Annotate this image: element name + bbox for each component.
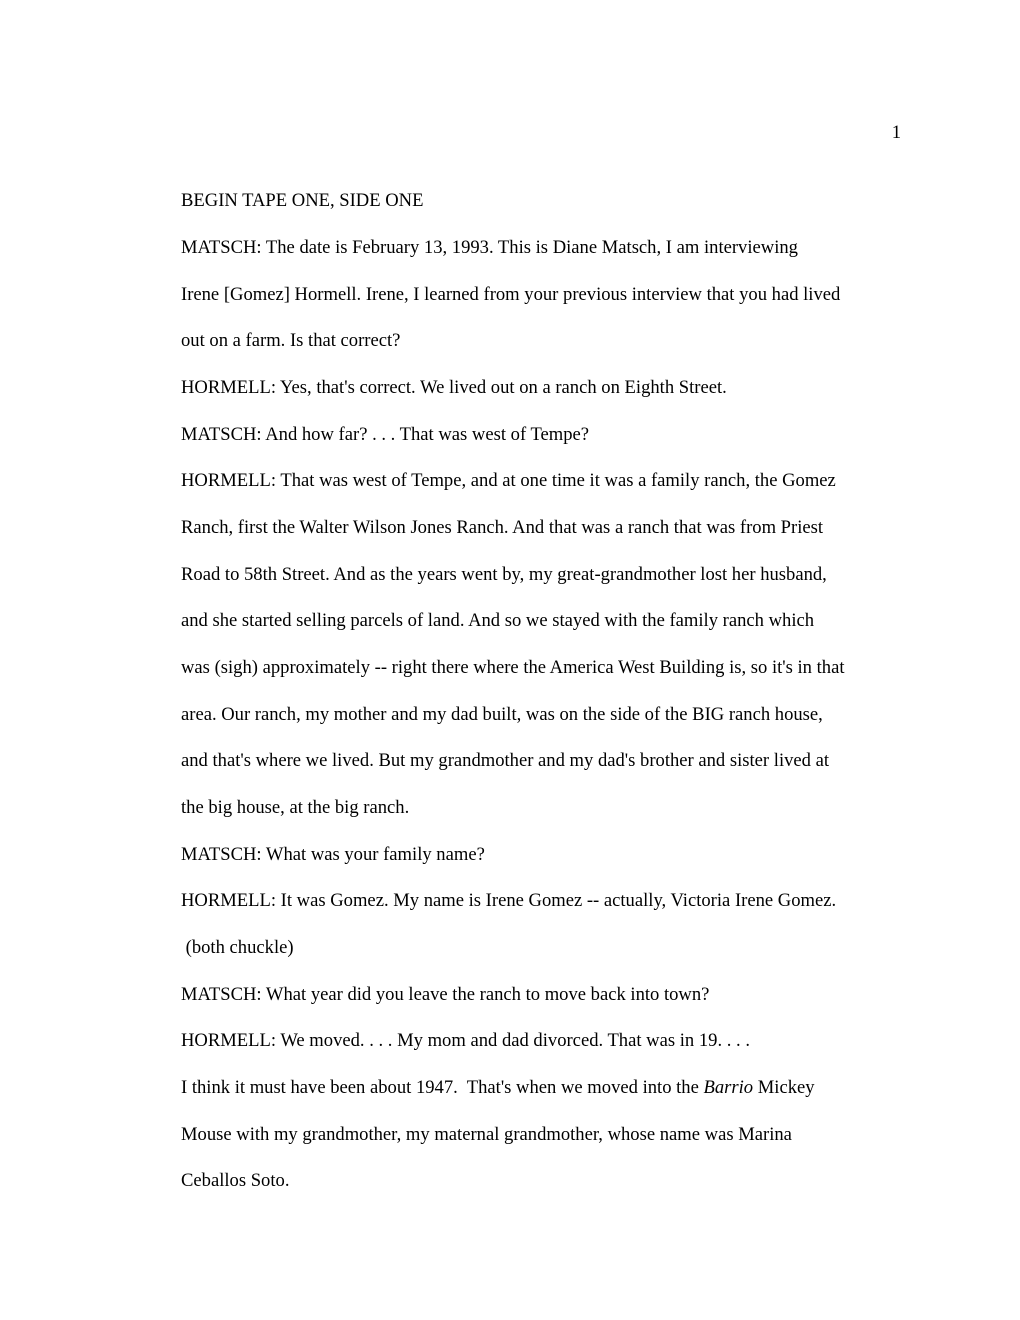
transcript-line: out on a farm. Is that correct? [181,330,401,351]
transcript-line: Mouse with my grandmother, my maternal grandmother, whose name was Marina [181,1124,792,1145]
transcript-line: Irene [Gomez] Hormell. Irene, I learned from your previous interview that you had lived [181,284,841,305]
transcript-line: MATSCH: The date is February 13, 1993. This is Diane Matsch, I am interviewing [181,237,798,258]
transcript-line: Ceballos Soto. [181,1170,290,1191]
transcript-line: MATSCH: What year did you leave the ranch to move back into town? [181,984,710,1005]
transcript-line: and that's where we lived. But my grandmother and my dad's brother and sister lived at [181,750,830,771]
transcript-line: HORMELL: We moved. . . . My mom and dad divorced. That was in 19. . . . [181,1030,750,1051]
barrio-italic-word: Barrio [703,1077,754,1098]
line-text-after: Mickey [753,1077,815,1098]
transcript-line: HORMELL: Yes, that's correct. We lived out on a ranch on Eighth Street. [181,377,727,398]
page-number: 1 [891,122,901,143]
line-text-before: I think it must have been about 1947. That's when we moved into the [181,1077,704,1098]
transcript-line: Ranch, first the Walter Wilson Jones Ranch. And that was a ranch that was from Priest [181,517,824,538]
transcript-line: (both chuckle) [181,937,294,958]
transcript-line: was (sigh) approximately -- right there where the America West Building is, so it's in that [181,657,845,678]
transcript-line-barrio [181,1076,815,1100]
transcript-line: MATSCH: And how far? . . . That was west of Tempe? [181,424,590,445]
transcript-line: HORMELL: It was Gomez. My name is Irene Gomez -- actually, Victoria Irene Gomez. [181,890,837,911]
transcript-line: HORMELL: That was west of Tempe, and at one time it was a family ranch, the Gomez [181,470,836,491]
tape-heading: BEGIN TAPE ONE, SIDE ONE [181,190,424,211]
transcript-line: area. Our ranch, my mother and my dad built, was on the side of the BIG ranch house, [181,704,823,725]
transcript-line: the big house, at the big ranch. [181,797,410,818]
transcript-line: Road to 58th Street. And as the years went by, my great-grandmother lost her husband, [181,564,827,585]
transcript-line: and she started selling parcels of land. And so we stayed with the family ranch which [181,610,815,631]
transcript-line: MATSCH: What was your family name? [181,844,485,865]
